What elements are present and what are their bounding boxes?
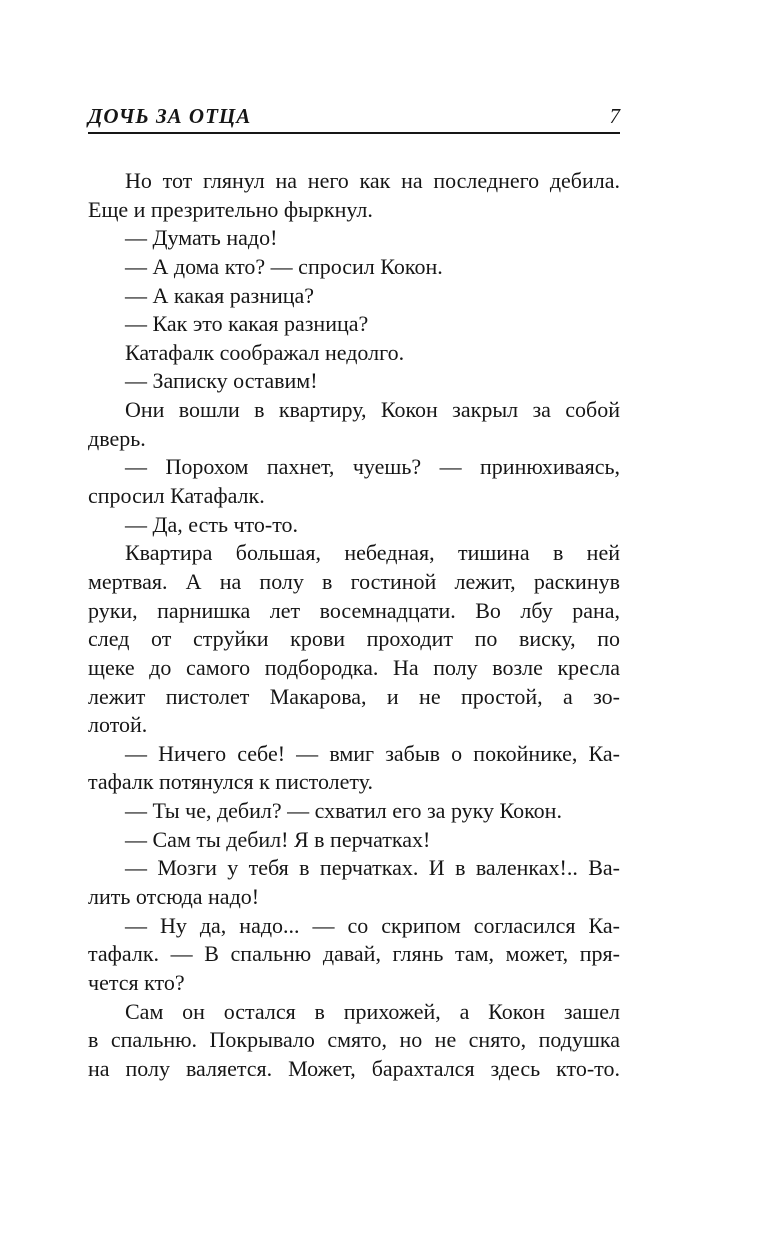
text-line: Они вошли в квартиру, Кокон закрыл за собой — [125, 397, 620, 423]
header-rule — [88, 132, 620, 134]
text-line: на полу валяется. Может, барахтался здесь кто-то. — [88, 1055, 620, 1081]
text-line: Но тот глянул на него как на последнего дебила. — [125, 168, 620, 193]
text-line: — Ты че, дебил? — схватил его за руку Кокон. — [125, 798, 562, 824]
paragraph — [88, 253, 620, 282]
text-line: лить отсюда надо! — [88, 884, 260, 910]
text-line: — Да, есть что-то. — [125, 511, 299, 537]
text-line: дверь. — [88, 425, 146, 451]
text-line: Еще и презрительно фыркнул. — [88, 196, 373, 222]
text-line: Сам он остался в прихожей, а Кокон зашел — [125, 998, 620, 1024]
text-line: щеке до самого подбородка. На полу возле кресла — [88, 654, 620, 680]
text-line: тафалк. — В спальню давай, глянь там, может, пря- — [88, 941, 620, 967]
paragraph — [88, 511, 620, 540]
text-line: — А дома кто? — спросил Кокон. — [125, 253, 443, 279]
paragraph — [88, 282, 620, 311]
paragraph — [88, 224, 620, 253]
text-line: в спальню. Покрывало смято, но не снято, подушка — [88, 1027, 620, 1053]
text-line: чется кто? — [88, 969, 185, 995]
paragraph — [88, 167, 620, 224]
text-line: — Думать надо! — [125, 225, 278, 251]
paragraph — [88, 998, 620, 1084]
text-line: мертвая. А на полу в гостиной лежит, раскинув — [88, 568, 620, 594]
paragraph — [88, 740, 620, 797]
paragraph — [88, 367, 620, 396]
body-text — [88, 167, 620, 1084]
text-line: след от струйки крови проходит по виску, по — [88, 626, 620, 652]
paragraph — [88, 453, 620, 510]
text-line: руки, парнишка лет восемнадцати. Во лбу рана, — [88, 597, 620, 623]
paragraph — [88, 826, 620, 855]
paragraph — [88, 797, 620, 826]
text-line: Квартира большая, небедная, тишина в ней — [125, 540, 620, 566]
text-line: — Записку оставим! — [125, 368, 318, 394]
paragraph — [88, 310, 620, 339]
text-line: — Ничего себе! — вмиг забыв о покойнике, Ка- — [125, 740, 620, 766]
paragraph — [88, 396, 620, 453]
paragraph — [88, 539, 620, 739]
text-line: — Как это какая разница? — [125, 311, 369, 337]
running-header — [88, 104, 620, 128]
paragraph — [88, 339, 620, 368]
text-line: Катафалк соображал недолго. — [125, 339, 405, 365]
text-line: спросил Катафалк. — [88, 483, 265, 509]
text-line: — Ну да, надо... — со скрипом согласился Ка- — [125, 912, 620, 938]
page-number: 7 — [609, 104, 620, 128]
text-line: — А какая разница? — [125, 282, 315, 308]
text-line: — Сам ты дебил! Я в перчатках! — [125, 826, 431, 852]
text-line: лежит пистолет Макарова, и не простой, а зо- — [88, 683, 620, 709]
text-line: тафалк потянулся к пистолету. — [88, 769, 374, 795]
text-line: — Порохом пахнет, чуешь? — принюхиваясь, — [125, 454, 620, 480]
paragraph — [88, 912, 620, 998]
paragraph — [88, 854, 620, 911]
text-line: лотой. — [88, 712, 148, 738]
running-title: ДОЧЬ ЗА ОТЦА — [88, 104, 252, 128]
text-line: — Мозги у тебя в перчатках. И в валенках!.. Ва- — [125, 855, 620, 881]
